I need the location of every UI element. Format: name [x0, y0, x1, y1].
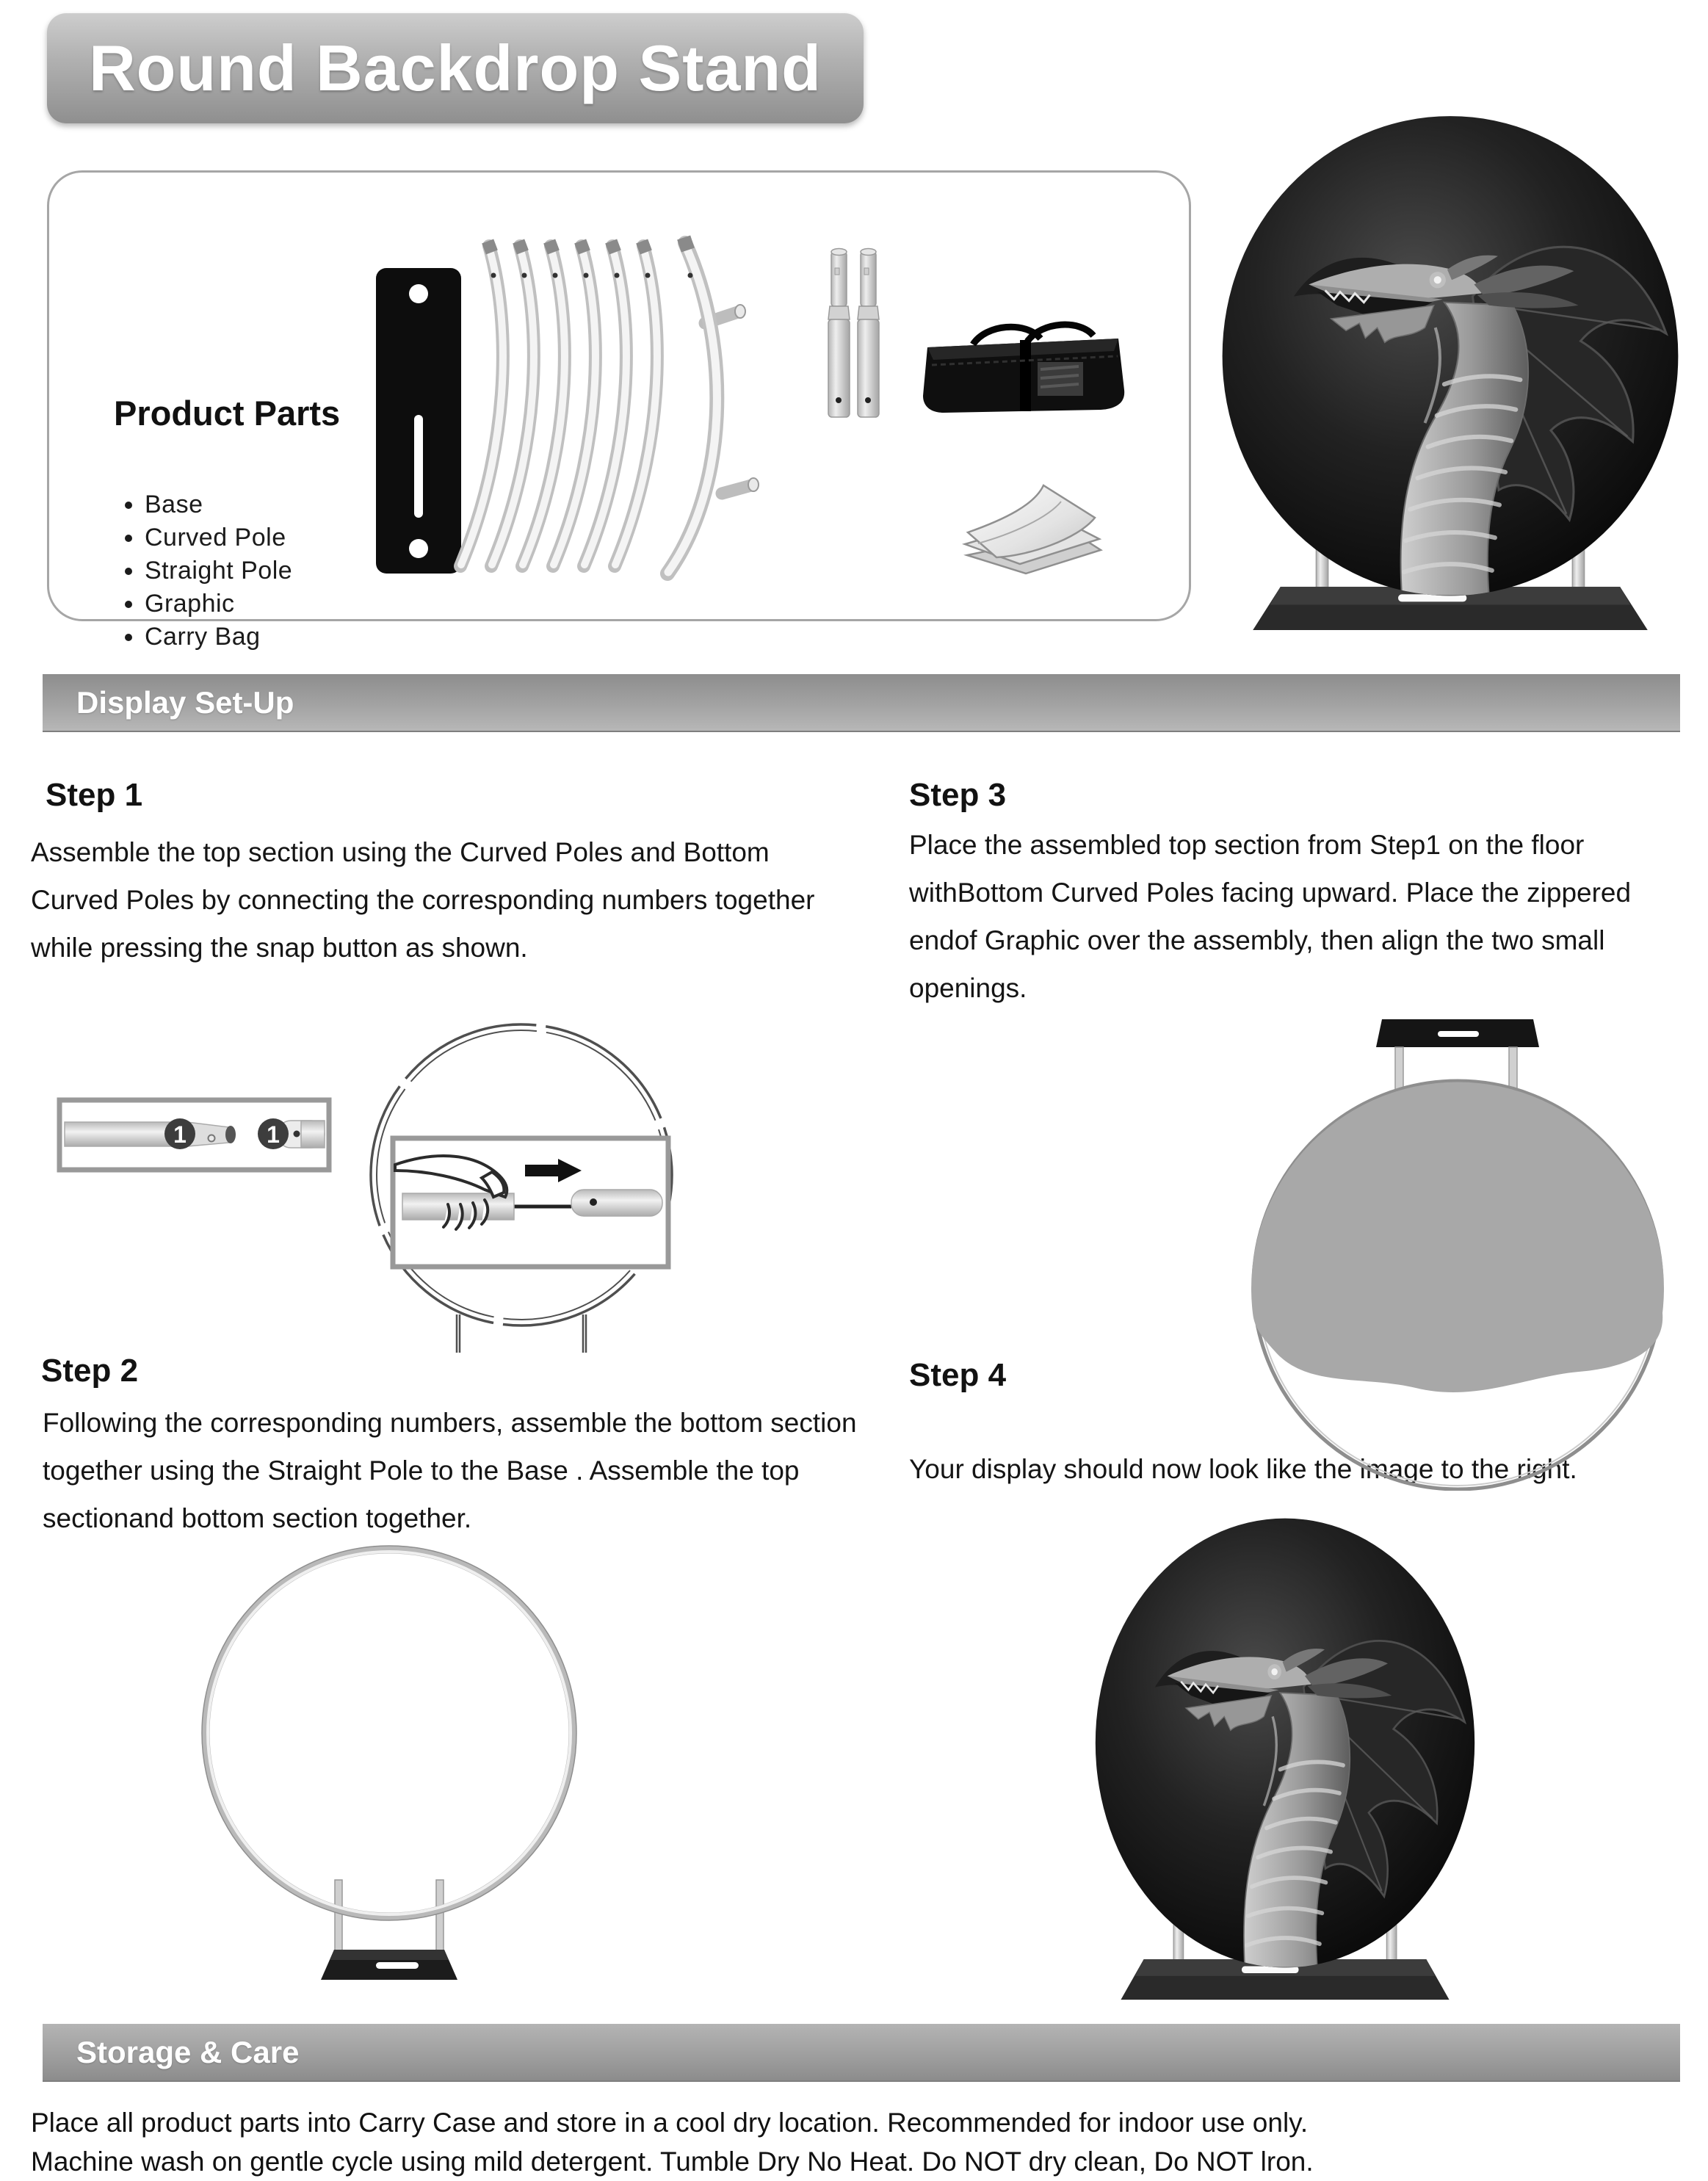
section-title: Storage & Care	[76, 2034, 300, 2069]
step4-heading: Step 4	[909, 1357, 1007, 1393]
page-title: Round Backdrop Stand	[89, 32, 822, 104]
step1-text: Assemble the top section using the Curved Poles and Bottom Curved Poles by connecting the corresponding numbers together while pressing the snap button as shown.	[31, 837, 815, 963]
step2-heading: Step 2	[41, 1353, 139, 1389]
straight-poles-icon	[828, 249, 879, 418]
care-line: Place all product parts into Carry Case and store in a cool dry location. Recommended for indoor use only.	[31, 2108, 1309, 2138]
storage-care-text	[31, 2103, 1690, 2181]
list-item: • Curved Pole	[145, 521, 292, 554]
step1-figure	[44, 1013, 705, 1366]
list-item: • Carry Bag	[145, 621, 292, 654]
base-plate-icon	[376, 268, 461, 574]
product-parts-heading: Product Parts	[114, 394, 341, 433]
care-line: Machine wash on gentle cycle using mild detergent. Tumble Dry No Heat. Do NOT dry clean, Do NOT lron.	[31, 2146, 1314, 2177]
storage-care-banner	[43, 2024, 1680, 2082]
product-parts-panel	[47, 170, 1191, 651]
bottom-curved-pole-icon	[667, 242, 759, 574]
step3-heading: Step 3	[909, 777, 1007, 813]
step2-figure	[169, 1527, 639, 2005]
step3-figure	[1219, 1006, 1696, 1491]
dragon-backdrop-display	[1212, 110, 1689, 632]
connector-number-left: 1	[173, 1121, 187, 1148]
list-item: • Straight Pole	[145, 554, 292, 587]
curved-poles-icon	[460, 245, 657, 566]
product-parts-figure	[49, 173, 1189, 619]
step2-text: Following the corresponding numbers, assemble the bottom section together using the Straight Pole to the Base . Assemble the top sectionand bottom section together.	[43, 1408, 857, 1533]
connector-number-right: 1	[267, 1121, 280, 1148]
draped-graphic	[1251, 1082, 1664, 1392]
step1-heading: Step 1	[46, 777, 143, 813]
step3-text: Place the assembled top section from Step1 on the floor withBottom Curved Poles facing upward. Place the zippered endof Graphic over the assembly, then align the two small openings.	[909, 830, 1632, 1003]
snap-button-press	[393, 1138, 668, 1267]
display-setup-banner	[43, 674, 1680, 732]
list-item: • Graphic	[145, 587, 292, 621]
folded-graphic-icon	[965, 485, 1101, 574]
graphic-over-ring	[1251, 1019, 1664, 1489]
carry-bag-icon	[923, 325, 1124, 413]
step4-text: Your display should now look like the image to the right.	[909, 1454, 1577, 1484]
list-item: • Base	[145, 488, 292, 521]
assembled-frame	[202, 1546, 576, 1980]
title-banner	[47, 13, 864, 123]
step4-finished-display	[1087, 1513, 1483, 2001]
section-title: Display Set-Up	[76, 684, 294, 720]
pole-connection-detail	[59, 1100, 329, 1170]
